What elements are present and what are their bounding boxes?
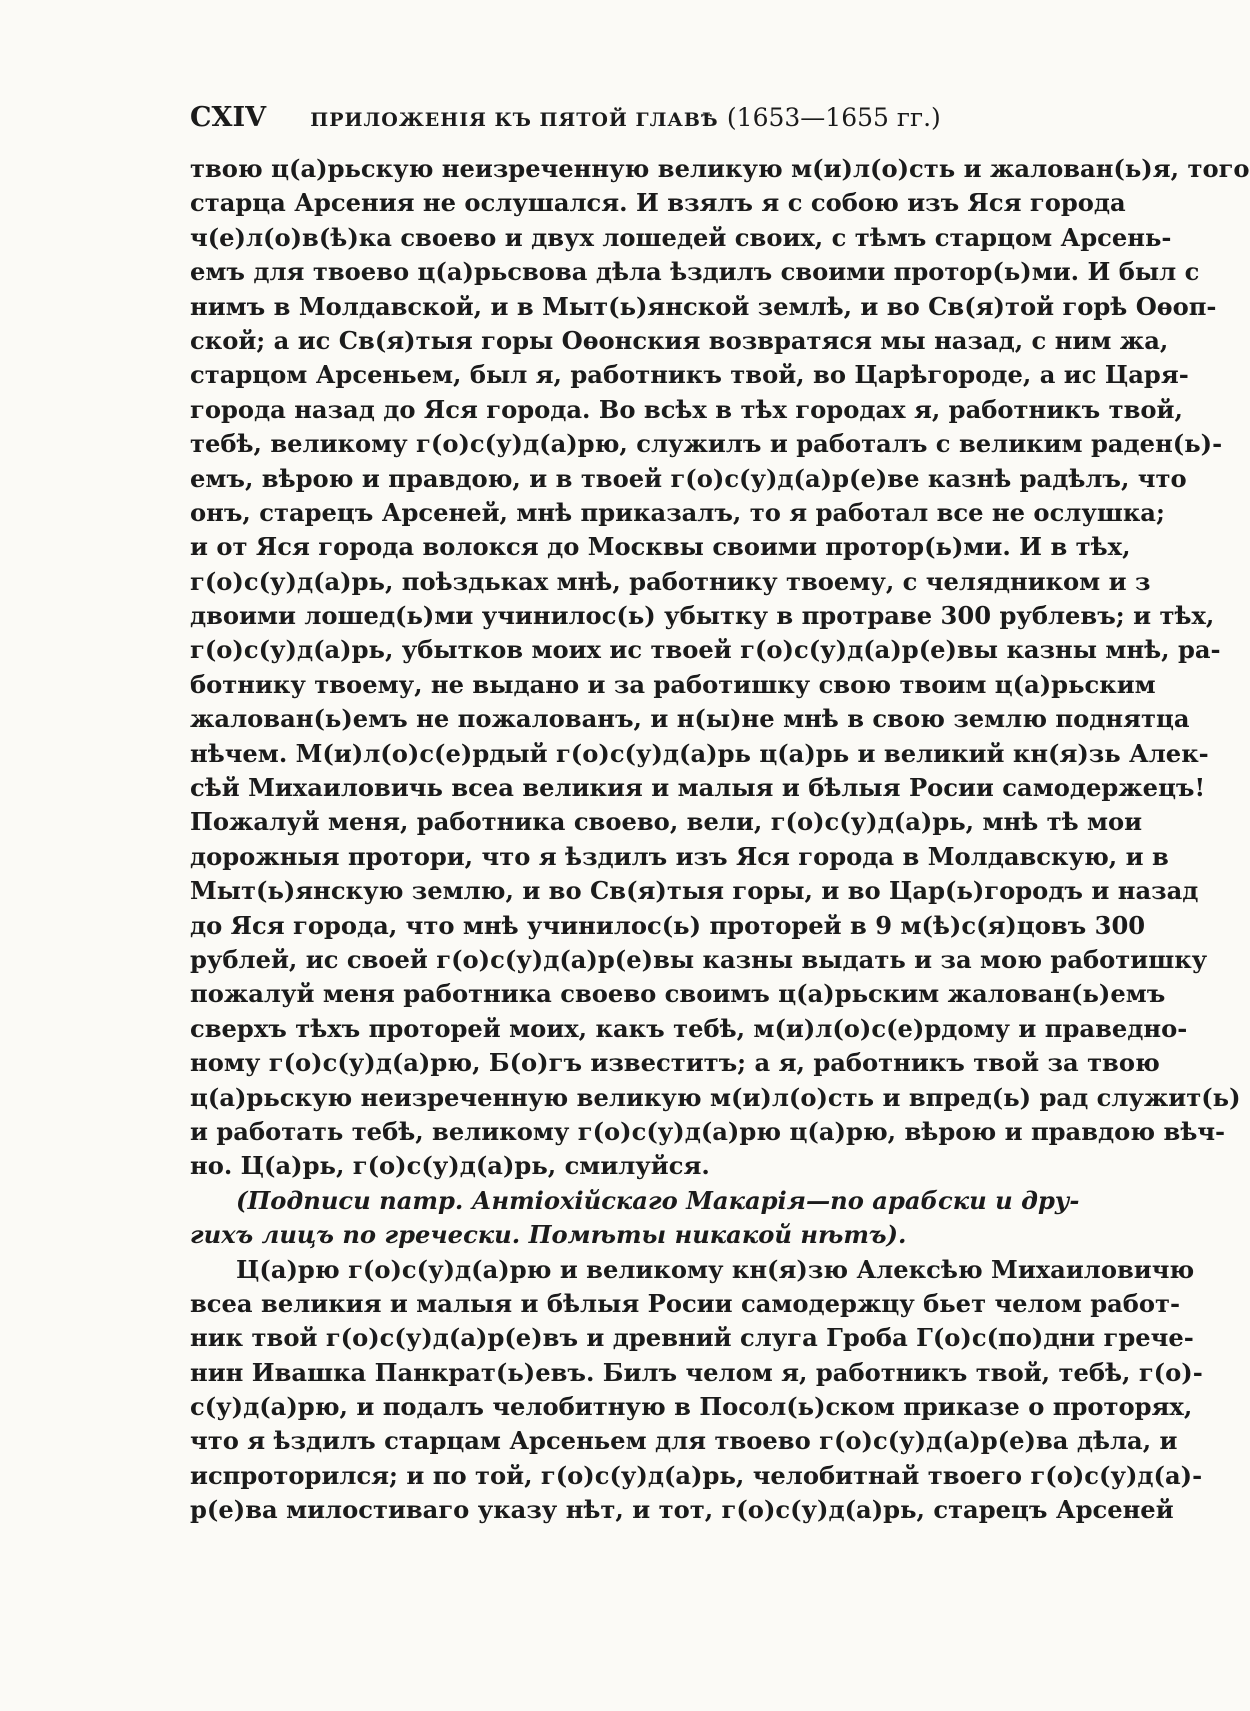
text-line: онъ, старецъ Арсеней, мнѣ приказалъ, то я работал все не ослушка; xyxy=(190,497,1165,527)
text-line: сѣй Михаиловичь всеа великия и малыя и бѣлыя Росии самодержецъ! xyxy=(190,773,1206,803)
page-header xyxy=(190,102,1030,133)
body-text xyxy=(190,152,1250,1528)
text-line: рублей, ис своей г(о)с(у)д(а)р(е)вы казны выдать и за мою работишку xyxy=(190,944,1208,974)
text-line: твою ц(а)рьскую неизреченную великую м(и)л(о)сть и жалован(ь)я, того xyxy=(190,154,1250,183)
editorial-note-line: (Подписи патр. Антіохійскаго Макарія—по арабски и дру- xyxy=(236,1185,1080,1215)
text-line: пожалуй меня работника своево своимъ ц(а)рьским жалован(ь)емъ xyxy=(190,979,1166,1009)
text-line: до Яся города, что мнѣ учинилос(ь) проторей в 9 м(ѣ)с(я)цовъ 300 xyxy=(190,910,1146,940)
text-line: Мыт(ь)янскую землю, и во Св(я)тыя горы, и во Цар(ь)городъ и назад xyxy=(190,876,1199,906)
text-line: емъ, вѣрою и правдою, и в твоей г(о)с(у)д(а)р(е)ве казнѣ радѣлъ, что xyxy=(190,463,1187,493)
text-line: емъ для твоево ц(а)рьсвова дѣла ѣздилъ своими протор(ь)ми. И был с xyxy=(190,257,1200,287)
text-line: но. Ц(а)рь, г(о)с(у)д(а)рь, смилуйся. xyxy=(190,1151,710,1181)
petition-line: с(у)д(а)рю, и подалъ челобитную в Посол(ь)ском приказе о проторях, xyxy=(190,1392,1193,1422)
running-years: (1653—1655 гг.) xyxy=(726,103,941,132)
text-line: города назад до Яся города. Во всѣх в тѣх городах я, работникъ твой, xyxy=(190,394,1183,424)
page-number: CXIV xyxy=(190,102,267,133)
running-title: ПРИЛОЖЕНІЯ КЪ ПЯТОЙ ГЛАВѢ xyxy=(310,109,719,131)
petition-line: что я ѣздилъ старцам Арсеньем для твоево г(о)с(у)д(а)р(е)ва дѣла, и xyxy=(190,1426,1178,1456)
text-line: жалован(ь)емъ не пожалованъ, и н(ы)не мнѣ в свою землю поднятца xyxy=(190,704,1190,734)
text-line: нѣчем. М(и)л(о)с(е)рдый г(о)с(у)д(а)рь ц(а)рь и великий кн(я)зь Алек- xyxy=(190,738,1209,768)
petition-line: ник твой г(о)с(у)д(а)р(е)въ и древний слуга Гроба Г(о)с(по)дни грече- xyxy=(190,1323,1194,1353)
text-line: ботнику твоему, не выдано и за работишку свою твоим ц(а)рьским xyxy=(190,669,1156,699)
editorial-note-line: гихъ лицъ по гречески. Помѣты никакой нѣтъ). xyxy=(190,1220,907,1250)
petition-line: р(е)ва милостиваго указу нѣт, и тот, г(о)с(у)д(а)рь, старецъ Арсеней xyxy=(190,1495,1174,1525)
text-line: нимъ в Молдавской, и в Мыт(ь)янской землѣ, и во Св(я)той горѣ Оѳоп- xyxy=(190,291,1217,321)
petition-line: нин Ивашка Панкрат(ь)евъ. Билъ челом я, работникъ твой, тебѣ, г(о)- xyxy=(190,1357,1203,1387)
text-line: сверхъ тѣхъ проторей моих, какъ тебѣ, м(и)л(о)с(е)рдому и праведно- xyxy=(190,1013,1188,1043)
text-line: г(о)с(у)д(а)рь, поѣздьках мнѣ, работнику твоему, с челядником и з xyxy=(190,566,1151,596)
text-line: двоими лошед(ь)ми учинилос(ь) убытку в протраве 300 рублевъ; и тѣх, xyxy=(190,601,1215,631)
text-line: ч(е)л(о)в(ѣ)ка своево и двух лошедей своих, с тѣмъ старцом Арсень- xyxy=(190,222,1172,252)
text-line: тебѣ, великому г(о)с(у)д(а)рю, служилъ и работалъ с великим раден(ь)- xyxy=(190,429,1223,459)
petition-line: Ц(а)рю г(о)с(у)д(а)рю и великому кн(я)зю Алексѣю Михаиловичю xyxy=(236,1254,1195,1284)
text-line: Пожалуй меня, работника своево, вели, г(о)с(у)д(а)рь, мнѣ тѣ мои xyxy=(190,807,1143,837)
text-line: и от Яся города волокся до Москвы своими протор(ь)ми. И в тѣх, xyxy=(190,532,1131,562)
text-line: старцом Арсеньем, был я, работникъ твой, во Царѣгороде, а ис Царя- xyxy=(190,360,1189,390)
text-line: ному г(о)с(у)д(а)рю, Б(о)гъ известитъ; а я, работникъ твой за твою xyxy=(190,1048,1160,1078)
text-line: г(о)с(у)д(а)рь, убытков моих ис твоей г(о)с(у)д(а)р(е)вы казны мнѣ, ра- xyxy=(190,635,1221,665)
text-line: ской; а ис Св(я)тыя горы Оѳонския возвратяся мы назад, с ним жа, xyxy=(190,325,1169,355)
text-line: дорожныя протори, что я ѣздилъ изъ Яся города в Молдавскую, и в xyxy=(190,841,1169,871)
text-line: старца Арсения не ослушался. И взялъ я с собою изъ Яся города xyxy=(190,188,1126,218)
text-line: ц(а)рьскую неизреченную великую м(и)л(о)сть и впред(ь) рад служит(ь) xyxy=(190,1082,1241,1112)
petition-line: испроторился; и по той, г(о)с(у)д(а)рь, челобитнай твоего г(о)с(у)д(а)- xyxy=(190,1460,1203,1490)
petition-line: всеа великия и малыя и бѣлыя Росии самодержцу бьет челом работ- xyxy=(190,1288,1181,1318)
text-line: и работать тебѣ, великому г(о)с(у)д(а)рю ц(а)рю, вѣрою и правдою вѣч- xyxy=(190,1116,1226,1146)
